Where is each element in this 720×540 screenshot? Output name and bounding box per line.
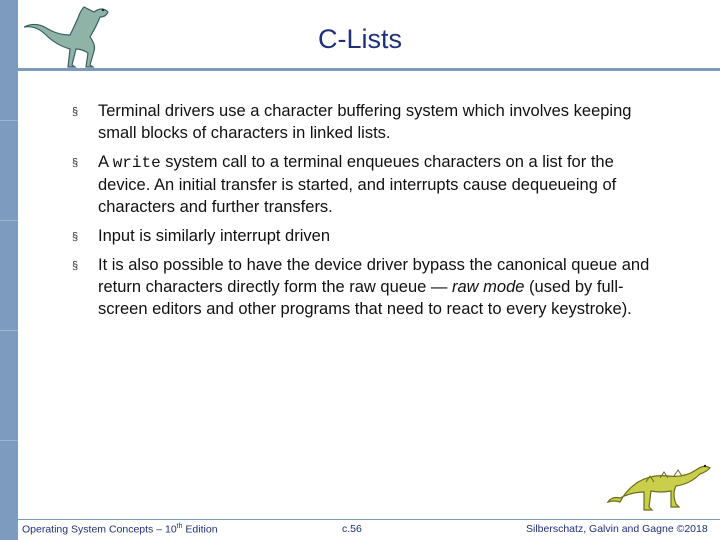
bullet-text: Terminal drivers use a character buffering system which involves keeping small blocks of characters in linked lists. [98,102,632,142]
bullet-list [72,100,652,327]
bullet-item [72,100,652,144]
bullet-text: Input is similarly interrupt driven [98,227,330,245]
dinosaur-corner-icon [606,458,716,520]
bullet-text-post: (used by full-screen editors and other programs that need to react to every keystroke). [98,278,632,318]
footer-book-sup: th [176,523,183,530]
slide-title: C-Lists [317,24,402,54]
footer-book-suffix: Edition [182,523,218,536]
code-term: write [112,154,161,172]
footer-book-title [22,523,218,536]
bullet-marker: § [72,231,79,243]
bullet-marker: § [72,106,79,118]
footer-copyright: Silberschatz, Galvin and Gagne ©2018 [526,523,708,535]
footer-book-prefix: Operating System Concepts – 10 [22,523,177,536]
bullet-item [72,225,652,247]
footer-rule [18,519,720,520]
bullet-marker: § [72,260,79,272]
title-underline [18,68,720,71]
bullet-item [72,151,652,218]
side-bar [0,0,18,540]
footer-page-number: c.56 [342,523,362,535]
emphasis-term: raw mode [451,278,525,296]
bullet-text-post: system call to a terminal enqueues characters on a list for the device. An initial transfer is started, and interrupts cause dequeueing of characters and further transfers. [98,153,617,216]
bullet-item [72,254,652,320]
bullet-text-pre: A [98,153,113,171]
bullet-marker: § [72,157,79,169]
bullet-text-pre: It is also possible to have the device driver bypass the canonical queue and return characters directly form the raw queue — [98,256,650,296]
